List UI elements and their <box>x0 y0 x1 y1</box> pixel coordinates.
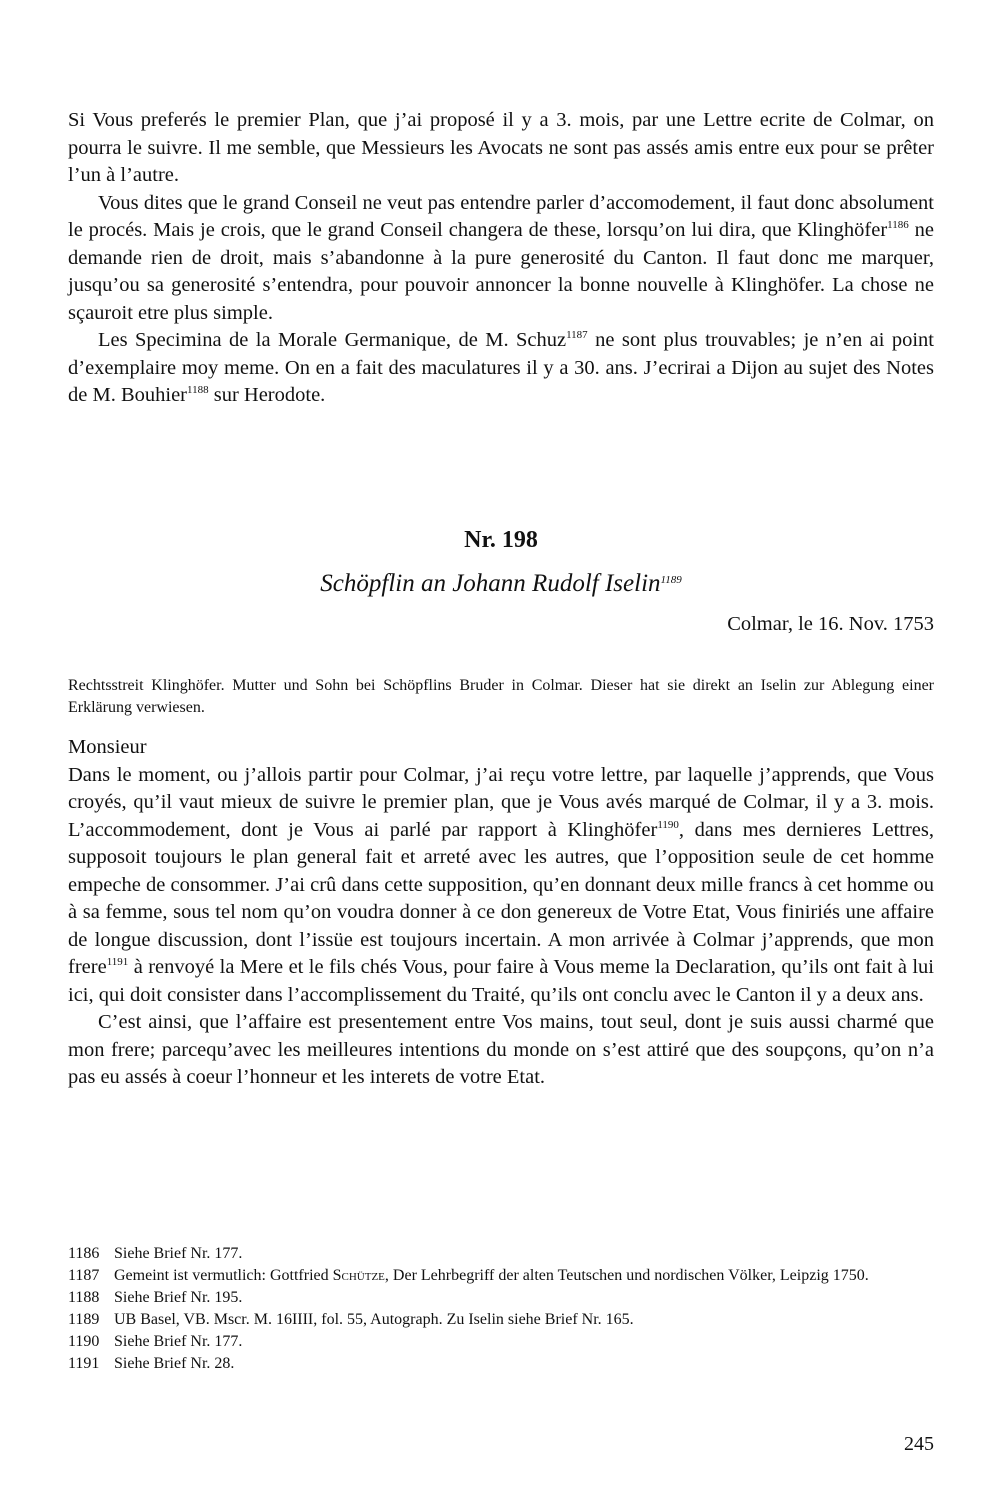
paragraph-text: Dans le moment, ou j’allois partir pour Colmar, j’ai reçu votre lettre, par laquelle j’apprends, que Vous croyés, qu’il vaut mieux de suivre le premier plan, que je Vous avés marqué de Colmar, il y a 3. mois. L’accommodement, dont je Vous ai parlé par rapport à Klinghöfer <box>68 763 934 841</box>
footnote-number: 1186 <box>68 1245 100 1262</box>
footnote <box>68 1265 934 1287</box>
footnote-ref: 1190 <box>657 818 679 831</box>
paragraph-text: sur Herodote. <box>208 384 326 406</box>
previous-letter-continuation <box>68 107 934 410</box>
paragraph-text: Vous dites que le grand Conseil ne veut pas entendre parler d’accomodement, il faut donc absolument le procés. Mais je crois, que le grand Conseil changera de these, lorsqu’on lui dira, que Klinghöfer <box>68 191 934 241</box>
footnote-ref: 1186 <box>887 219 909 231</box>
paragraph <box>68 327 934 410</box>
abstract-text: Rechtsstreit Klinghöfer. Mutter und Sohn bei Schöpflins Bruder in Colmar. Dieser hat sie direkt an Iselin zur Ablegung einer Erklärung verwiesen. <box>68 677 934 716</box>
footnote-text: Siehe Brief Nr. 177. <box>114 1333 243 1350</box>
paragraph-text: , dans mes dernieres Lettres, supposoit toujours le plan general fait et arreté avec les autres, que l’opposition seule de cet homme empeche de consommer. J’ai crû dans cette supposition, qu’en donnant deux mille francs à cet homme ou à sa femme, sous tel nom qu’on voudra donner à ce don genereux de Votre Etat, Vous finiriés une affaire de longue discussion, dont l’issüe est toujours incertain. A mon arrivée à Colmar j’apprends, que mon frere <box>68 818 935 978</box>
footnote <box>68 1309 934 1331</box>
paragraph-text: à renvoyé la Mere et le fils chés Vous, pour faire à Vous meme la Declaration, qu’ils ont fait à lui ici, qui doit consister dans l’accomplissement du Traité, qu’ils ont conclu avec le Canton il y a deux ans. <box>68 956 934 1006</box>
footnote-ref: 1191 <box>106 956 129 968</box>
letter-number: Nr. 198 <box>464 527 538 553</box>
footnote-text: Siehe Brief Nr. 177. <box>114 1245 243 1262</box>
footnote <box>68 1331 934 1353</box>
footnote-text: Siehe Brief Nr. 195. <box>114 1289 243 1306</box>
paragraph <box>68 107 934 190</box>
paragraph-text: Les Specimina de la Morale Germanique, de M. Schuz <box>98 329 567 351</box>
footnote-number: 1191 <box>68 1355 100 1372</box>
footnote <box>68 1243 934 1265</box>
footnote-text-part: , Der Lehrbegriff der alten Teutschen und nordischen Völker, Leipzig 1750. <box>384 1267 869 1284</box>
paragraph <box>68 1009 934 1092</box>
footnote-text: Siehe Brief Nr. 28. <box>114 1355 235 1372</box>
footnote-number: 1189 <box>68 1311 100 1328</box>
footnote-number: 1187 <box>68 1267 100 1284</box>
paragraph <box>68 190 934 328</box>
letter-header <box>68 525 934 638</box>
page-number: 245 <box>904 1433 934 1455</box>
paragraph-text: ne demande rien de droit, mais s’abandonne à la pure generosité du Canton. Il faut donc me marquer, jusqu’ou sa generosité s’entendra, pour pouvoir annoncer la bonne nouvelle à Klinghöfer. La chose ne sçauroit etre plus simple. <box>68 219 934 324</box>
letter-dateline: Colmar, le 16. Nov. 1753 <box>727 613 934 635</box>
footnote-number: 1190 <box>68 1333 100 1350</box>
footnote-text-part: Gemeint ist vermutlich: Gottfried <box>114 1267 333 1284</box>
footnote-ref: 1187 <box>566 329 588 341</box>
footnote-ref: 1188 <box>187 384 209 396</box>
letter-subject <box>68 569 934 599</box>
letter-subject-text: Schöpflin an Johann Rudolf Iselin <box>320 570 661 597</box>
footnote-ref: 1189 <box>660 574 682 586</box>
paragraph-text: C’est ainsi, que l’affaire est presentement entre Vos mains, tout seul, dont je suis aussi charmé que mon frere; parcequ’avec les meilleures intentions du monde on s’est attiré que des soupçons, qu’on n’a pas eu assés à coeur l’honneur et les interets de votre Etat. <box>68 1011 934 1088</box>
salutation: Monsieur <box>68 736 147 758</box>
footnote-text <box>114 1265 934 1287</box>
footnote-author: Schütze <box>332 1267 385 1284</box>
footnotes <box>68 1243 934 1375</box>
paragraph-text: Si Vous preferés le premier Plan, que j’ai proposé il y a 3. mois, par une Lettre ecrite de Colmar, on pourra le suivre. Il me semble, que Messieurs les Avocats ne sont pas assés amis entre eux pour se prêter l’un à l’autre. <box>68 109 934 186</box>
letter-body <box>68 734 934 1092</box>
footnote-number: 1188 <box>68 1289 100 1306</box>
footnote <box>68 1353 934 1375</box>
paragraph <box>68 762 934 1010</box>
letter-abstract <box>68 675 934 719</box>
paragraph-text: ne sont plus trouvables; je n’en ai point d’exemplaire moy meme. On en a fait des maculatures il y a 30. ans. J’ecrirai a Dijon au sujet des Notes de M. Bouhier <box>68 329 934 406</box>
footnote-text: UB Basel, VB. Mscr. M. 16IIII, fol. 55, Autograph. Zu Iselin siehe Brief Nr. 165. <box>114 1311 634 1328</box>
footnote <box>68 1287 934 1309</box>
